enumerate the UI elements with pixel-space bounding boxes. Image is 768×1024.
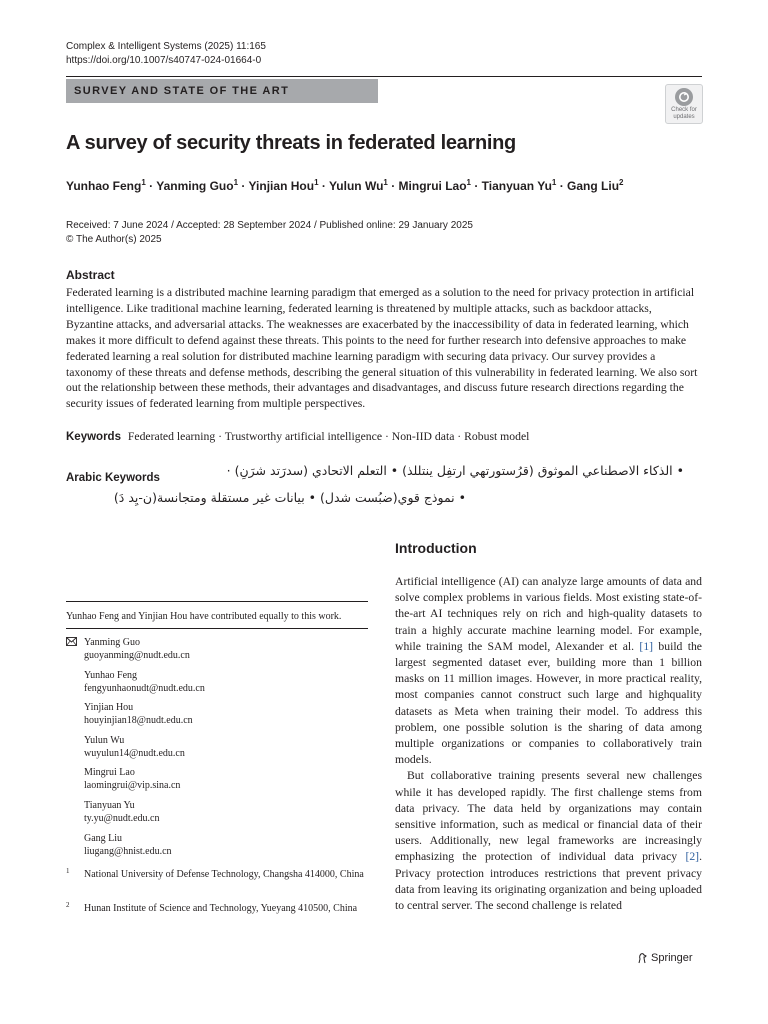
arabic-keywords-line-2: • نموذج قوي(ضبُست شدل) • بيانات غير مستقلة ومتجانسة(ن-يِد دَ) [113, 490, 466, 505]
author-separator: · [387, 179, 399, 193]
contact-email[interactable]: fengyunhaonudt@nudt.edu.cn [84, 682, 205, 694]
contact-name: Mingrui Lao [84, 767, 135, 779]
contact-name: Yanming Guo [84, 637, 140, 648]
journal-doi[interactable]: https://doi.org/10.1007/s40747-024-01664-0 [66, 55, 262, 66]
author-separator: · [471, 179, 482, 193]
author-separator: · [318, 179, 329, 193]
author-affiliation-mark: 1 [383, 178, 388, 187]
contact-entry [84, 799, 205, 825]
contact-entry [84, 669, 205, 695]
author-affiliation-mark: 2 [619, 178, 624, 187]
check-for-updates-label: Check for updates [671, 107, 697, 120]
contact-entry [84, 636, 205, 662]
contact-entry [84, 701, 205, 727]
springer-horse-icon [636, 952, 648, 964]
contact-name: Yinjian Hou [84, 702, 134, 714]
contact-email[interactable]: wuyulun14@nudt.edu.cn [84, 747, 185, 759]
keywords-heading: Keywords [66, 431, 121, 443]
intro-paragraph-1: Artificial intelligence (AI) can analyze large amounts of data and solve complex problems in various fields. Most existing state-of-the-art AI techniques rely on rich and high-quality datasets to train a highly accurate machine learning model. For example, while training the SAM model, Alexander et al. [1] build the largest segmented dataset ever, building more than 1 billion masks on 11 million images. However, in more practical reality, most companies cannot construct such large and highquality datasets as Meta when training their model. To address this problem, one possible solution is the sharing of data among multiple organizations or companies to collaboratively train models. [395, 575, 702, 767]
copyright: © The Author(s) 2025 [66, 234, 162, 245]
publisher-logo [636, 952, 693, 964]
author-name[interactable]: Mingrui Lao [398, 179, 467, 193]
affiliation-2: 2 Hunan Institute of Science and Technology, Yueyang 410500, China [66, 901, 358, 914]
contact-email[interactable]: liugang@hnist.edu.cn [84, 845, 172, 857]
author-name[interactable]: Gang Liu [567, 179, 620, 193]
author-name[interactable]: Yanming Guo [156, 179, 234, 193]
header-rule [66, 76, 702, 77]
contact-name: Yulun Wu [84, 734, 125, 746]
author-separator: · [238, 179, 249, 193]
author-separator: · [145, 179, 157, 193]
paper-title: A survey of security threats in federated learning [66, 132, 516, 154]
footnote-rule [66, 628, 368, 629]
author-affiliation-mark: 1 [233, 178, 239, 187]
abstract-heading: Abstract [66, 268, 115, 282]
journal-info [66, 40, 266, 68]
footnote-rule [66, 601, 368, 602]
contact-entry [84, 734, 205, 760]
author-name[interactable]: Yunhao Feng [66, 179, 142, 193]
equal-contribution-note: Yunhao Feng and Yinjian Hou have contributed equally to this work. [66, 611, 342, 622]
author-name[interactable]: Yinjian Hou [248, 179, 315, 193]
author-affiliation-mark: 1 [466, 178, 471, 187]
section-banner [66, 79, 378, 103]
section-label: SURVEY AND STATE OF THE ART [74, 85, 290, 97]
introduction-heading: Introduction [395, 540, 477, 556]
author-affiliation-mark: 1 [551, 178, 557, 187]
check-for-updates-icon [675, 88, 693, 106]
journal-citation: Complex & Intelligent Systems (2025) 11:165 [66, 41, 266, 52]
publisher-name: Springer [651, 952, 693, 964]
publication-dates [66, 219, 473, 247]
contact-email[interactable]: guoyanming@nudt.edu.cn [84, 650, 190, 661]
contact-list [84, 636, 205, 864]
history-dates: Received: 7 June 2024 / Accepted: 28 September 2024 / Published online: 29 January 2025 [66, 220, 473, 231]
introduction-body [395, 574, 702, 914]
keywords [66, 430, 529, 443]
contact-email[interactable]: laomingrui@vip.sina.cn [84, 780, 181, 792]
contact-entry [84, 832, 205, 858]
citation-link[interactable]: [1] [639, 639, 654, 653]
intro-paragraph-2: But collaborative training presents several new challenges while it has developed rapidly. The first challenge stems from data privacy. The data held by organizations may contain sensitive information, such as medical or financial data of their users. Additionally, new legal frameworks are increasingly emphasizing the protection of individual data privacy [2]. Privacy protection introduces restrictions that prevent privacy data from leaving its originating organization and being uploaded to central server. The second challenge is related [395, 769, 702, 913]
citation-link[interactable]: [2] [685, 850, 700, 864]
contact-name: Gang Liu [84, 832, 123, 844]
affiliation-1: 1 National University of Defense Technology, Changsha 414000, China [66, 867, 364, 880]
check-for-updates-badge[interactable] [665, 84, 703, 124]
author-separator: · [556, 179, 568, 193]
author-affiliation-mark: 1 [141, 178, 146, 187]
contact-entry [84, 766, 205, 792]
author-list [66, 178, 624, 193]
contact-name: Yunhao Feng [84, 669, 138, 681]
author-name[interactable]: Yulun Wu [328, 179, 384, 193]
arabic-keywords-heading: Arabic Keywords [66, 472, 160, 484]
author-affiliation-mark: 1 [314, 178, 319, 187]
envelope-icon [66, 637, 77, 646]
author-name[interactable]: Tianyuan Yu [481, 179, 552, 193]
contact-name: Tianyuan Yu [84, 799, 135, 811]
abstract-text: Federated learning is a distributed machine learning paradigm that emerged as a solution to the need for privacy protection in artificial intelligence. Like traditional machine learning, federated learning is threatened by multiple attacks, such as backdoor attacks, Byzantine attacks, and adversarial attacks. The weaknesses are exacerbated by the inaccessibility of data in federated learning, which makes it more difficult to defend against these threats. This points to the need for further research into defensive approaches to make federated learning a real solution for distributed machine learning paradigm with securing data privacy. Our survey provides a taxonomy of these threats and defense methods, describing the general situation of this vulnerability in federated learning. We also sort out the relationship between these methods, their advantages and disadvantages, and discuss future research directions regarding the security issues of federated learning from multiple perspectives. [66, 286, 698, 411]
contact-email[interactable]: ty.yu@nudt.edu.cn [84, 812, 160, 824]
arabic-keywords-line-1: • الذكاء الاصطناعي الموثوق (قرُستورتهي ارتفِل ينتللذ) • التعلم الاتحادي (سدرَتد شرَنِ) · [226, 463, 684, 478]
contact-email[interactable]: houyinjian18@nudt.edu.cn [84, 715, 193, 727]
keywords-text: Federated learning · Trustworthy artificial intelligence · Non-IID data · Robust model [127, 430, 530, 443]
